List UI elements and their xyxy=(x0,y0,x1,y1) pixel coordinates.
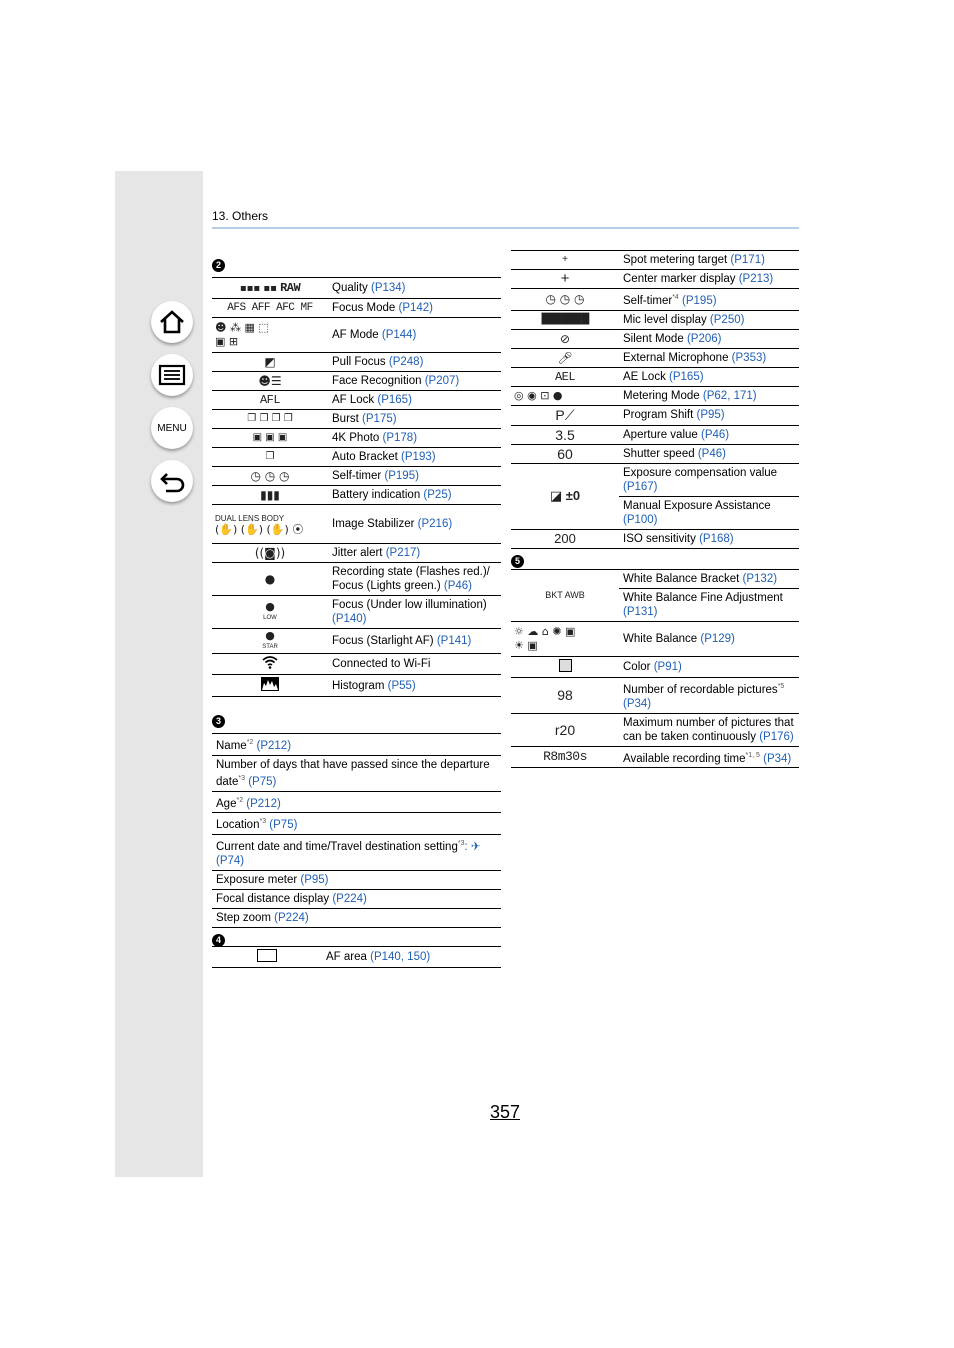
page-link[interactable]: (P248) xyxy=(388,356,424,368)
page-link[interactable]: (P132) xyxy=(742,572,778,585)
table-row: 🎤︎ External Microphone (P353) xyxy=(511,348,799,367)
focus-mode-icon: AFS AFF AFC MF xyxy=(212,299,328,318)
section-number: 5 xyxy=(511,555,524,568)
page-link[interactable]: (P353) xyxy=(731,351,767,364)
page-link[interactable]: (P100) xyxy=(623,513,658,526)
spot-metering-target-icon: + xyxy=(511,251,619,270)
table-row: ☻ ⁂ ▦ ⬚ ▣ ⊞ AF Mode (P144) xyxy=(212,318,501,353)
contents-button[interactable] xyxy=(151,354,193,396)
page-link[interactable]: (P165) xyxy=(377,394,412,406)
table-row: White Balance Fine Adjustment (P131) xyxy=(511,588,799,621)
page-link[interactable]: (P250) xyxy=(709,313,745,326)
table-row: DUAL LENS BODY (✋) (✋) (✋) ⦿ Image Stabilizer (P216) xyxy=(212,505,501,544)
page-link[interactable]: (P131) xyxy=(623,605,658,618)
table-row: Manual Exposure Assistance (P100) xyxy=(511,496,799,529)
table-row: ▪▪▪ ▪▪ RAW Quality (P134) xyxy=(212,278,501,299)
page-link[interactable]: (P167) xyxy=(623,480,658,493)
table-row: 98 Number of recordable pictures$^{*5}$ (P34) xyxy=(511,677,799,713)
table-row: 3.5 Aperture value (P46) xyxy=(511,425,799,444)
section-5-heading xyxy=(511,549,799,569)
section-number: 2 xyxy=(212,259,225,272)
recording-dot-icon: ● xyxy=(212,563,328,596)
af-mode-icon: ☻ ⁂ ▦ ⬚ ▣ ⊞ xyxy=(212,318,328,353)
page-link[interactable]: (P142) xyxy=(398,302,434,314)
page-link[interactable]: (P217) xyxy=(385,547,421,559)
exposure-compensation-icon: ◪ ±0 xyxy=(511,463,619,529)
mic-level-icon: ▕▉▉▉▉▉▉▉▏ xyxy=(511,310,619,329)
table-row: ◷ ◷ ◷ Self-timer (P195) xyxy=(212,467,501,486)
back-button[interactable] xyxy=(151,460,193,502)
focus-low-icon: ● LOW xyxy=(212,596,328,629)
page-link[interactable]: (P95) xyxy=(300,874,329,887)
self-timer-icon: ◷ ◷ ◷ xyxy=(511,289,619,311)
page-link[interactable]: (P75) xyxy=(245,775,277,788)
table-row: AFL AF Lock (P165) xyxy=(212,391,501,410)
image-stabilizer-icon: DUAL LENS BODY (✋) (✋) (✋) ⦿ xyxy=(212,505,328,544)
section-2-table xyxy=(212,277,501,697)
page-link[interactable]: (P75) xyxy=(266,819,298,832)
header-rule xyxy=(212,227,799,229)
pull-focus-icon: ◩ xyxy=(212,353,328,372)
page-link[interactable]: (P213) xyxy=(738,273,774,285)
table-row: ⊘ Silent Mode (P206) xyxy=(511,329,799,348)
table-row: Color (P91) xyxy=(511,656,799,677)
page-link[interactable]: : ✈ (P74) xyxy=(216,841,481,868)
page-link[interactable]: (P206) xyxy=(686,332,722,345)
table-row: ❐ Auto Bracket (P193) xyxy=(212,448,501,467)
section-3-heading xyxy=(212,705,501,733)
table-row: Connected to Wi-Fi xyxy=(212,654,501,675)
table-row: AF area (P140, 150) xyxy=(212,947,501,968)
page-link[interactable]: (P34) xyxy=(759,752,792,765)
section-4-table xyxy=(212,946,501,968)
page-number: 357 xyxy=(490,1102,521,1122)
page-link[interactable]: (P95) xyxy=(696,409,725,422)
page-link[interactable]: (P175) xyxy=(362,413,397,425)
right-table-a xyxy=(511,250,799,549)
program-shift-icon: P⟋ xyxy=(511,405,619,425)
table-row: R8m30s Available recording time$^{*1, 5}$ (P34) xyxy=(511,746,799,768)
page-link[interactable]: (P55) xyxy=(387,679,416,692)
side-nav xyxy=(115,171,203,1177)
page-link[interactable]: (P46) xyxy=(697,447,726,460)
table-row: P⟋ Program Shift (P95) xyxy=(511,405,799,425)
face-recognition-icon: ☻☰ xyxy=(212,372,328,391)
page-link[interactable]: (P176) xyxy=(759,730,794,743)
section-number: 4 xyxy=(212,934,225,947)
menu-button[interactable] xyxy=(151,407,193,449)
table-row: ▣ ▣ ▣ 4K Photo (P178) xyxy=(212,429,501,448)
page-link[interactable]: (P62, 171) xyxy=(702,389,757,402)
table-row: Current date and time/Travel destination setting$^{*3}$: ✈ (P74) xyxy=(212,835,501,871)
silent-mode-icon: ⊘ xyxy=(511,329,619,348)
right-column xyxy=(511,250,799,768)
page-link[interactable]: (P140, 150) xyxy=(370,951,431,964)
table-row: ❐ ❐ ❐ ❐ Burst (P175) xyxy=(212,410,501,429)
page-link[interactable]: (P46) xyxy=(443,580,472,592)
jitter-alert-icon: ((◙)) xyxy=(212,544,328,563)
center-marker-icon: + xyxy=(511,270,619,289)
table-row: 200 ISO sensitivity (P168) xyxy=(511,529,799,548)
ae-lock-icon: AEL xyxy=(511,367,619,386)
page-link[interactable]: (P129) xyxy=(700,632,735,645)
burst-icon: ❐ ❐ ❐ ❐ xyxy=(212,410,328,429)
color-icon xyxy=(511,656,619,677)
focus-star-icon: ● STAR xyxy=(212,629,328,654)
table-row: ☻☰ Face Recognition (P207) xyxy=(212,372,501,391)
page-link[interactable]: (P25) xyxy=(423,489,452,501)
table-row: ◩ Pull Focus (P248) xyxy=(212,353,501,372)
page-link[interactable]: (P195) xyxy=(678,294,717,307)
table-row: Name$^{*2}$ (P212) xyxy=(212,734,501,756)
wifi-icon xyxy=(212,654,328,675)
continuous-pictures-value: r20 xyxy=(511,713,619,746)
quality-icon: ▪▪▪ ▪▪ RAW xyxy=(212,278,328,299)
shutter-speed-value: 60 xyxy=(511,444,619,463)
page-link[interactable]: (P195) xyxy=(384,470,419,482)
table-row: ▮▮▮ Battery indication (P25) xyxy=(212,486,501,505)
list-icon xyxy=(157,360,187,390)
external-microphone-icon: 🎤︎ xyxy=(511,348,619,367)
recordable-pictures-value: 98 xyxy=(511,677,619,713)
table-row: Age$^{*2}$ (P212) xyxy=(212,791,501,813)
table-row: Location$^{*3}$ (P75) xyxy=(212,813,501,835)
chapter-header: 13. Others xyxy=(212,209,269,223)
page-link[interactable]: (P140) xyxy=(332,613,367,625)
right-table-b xyxy=(511,569,799,769)
table-row: AFS AFF AFC MF Focus Mode (P142) xyxy=(212,299,501,318)
white-balance-icon: ☼ ☁ ⌂ ✺ ▣ ☀ ▣ xyxy=(511,621,619,656)
table-row: ◪ ±0 Exposure compensation value (P167) xyxy=(511,463,799,496)
section-2-heading xyxy=(212,253,501,277)
aperture-value: 3.5 xyxy=(511,425,619,444)
left-column xyxy=(212,253,501,968)
af-lock-icon: AFL xyxy=(212,391,328,410)
table-row: ◷ ◷ ◷ Self-timer$^{*4}$ (P195) xyxy=(511,289,799,311)
table-row: ◎ ◉ ⊡ ● Metering Mode (P62, 171) xyxy=(511,386,799,405)
table-row: + Spot metering target (P171) xyxy=(511,251,799,270)
table-row: Number of days that have passed since the departure date$^{*3}$ (P75) xyxy=(212,755,501,791)
table-row: AEL AE Lock (P165) xyxy=(511,367,799,386)
table-row: Exposure meter (P95) xyxy=(212,871,501,890)
table-row: r20 Maximum number of pictures that can be taken continuously (P176) xyxy=(511,713,799,746)
page-link[interactable]: (P134) xyxy=(371,282,406,294)
table-row: ▕▉▉▉▉▉▉▉▏ Mic level display (P250) xyxy=(511,310,799,329)
table-row: ● STAR Focus (Starlight AF) (P141) xyxy=(212,629,501,654)
home-button[interactable] xyxy=(151,301,193,343)
menu-label: MENU xyxy=(157,422,187,434)
page-link[interactable]: (P91) xyxy=(653,660,682,673)
back-arrow-icon xyxy=(157,466,187,496)
iso-value: 200 xyxy=(511,529,619,548)
table-row: ● LOW Focus (Under low illumination) (P140) xyxy=(212,596,501,629)
4k-photo-icon: ▣ ▣ ▣ xyxy=(212,429,328,448)
wb-bracket-icon: BKT AWB xyxy=(511,569,619,621)
page-link[interactable]: (P224) xyxy=(332,893,367,906)
page-link[interactable]: (P171) xyxy=(730,254,765,266)
page-link[interactable]: (P193) xyxy=(401,451,436,463)
page-link[interactable]: (P207) xyxy=(424,375,460,387)
page-link[interactable]: (P165) xyxy=(669,370,704,383)
self-timer-icon: ◷ ◷ ◷ xyxy=(212,467,328,486)
section-3-table xyxy=(212,733,501,928)
section-4-heading xyxy=(212,928,501,946)
page-link[interactable]: (P178) xyxy=(382,432,418,444)
table-row: ☼ ☁ ⌂ ✺ ▣ ☀ ▣ White Balance (P129) xyxy=(511,621,799,656)
table-row: + Center marker display (P213) xyxy=(511,270,799,289)
table-row: ● Recording state (Flashes red.)/ Focus (Lights green.) (P46) xyxy=(212,563,501,596)
page-link[interactable]: (P212) xyxy=(243,797,281,810)
table-row: BKT AWB White Balance Bracket (P132) xyxy=(511,569,799,588)
page-link[interactable]: (P212) xyxy=(253,739,292,752)
battery-icon: ▮▮▮ xyxy=(212,486,328,505)
af-area-icon xyxy=(212,947,322,968)
recording-time-value: R8m30s xyxy=(511,746,619,768)
page-link[interactable]: (P46) xyxy=(701,428,730,441)
home-icon xyxy=(157,307,187,337)
table-row: Step zoom (P224) xyxy=(212,909,501,928)
page-link[interactable]: (P216) xyxy=(417,518,453,530)
page-link[interactable]: (P144) xyxy=(381,329,417,341)
section-number: 3 xyxy=(212,715,225,728)
page-link[interactable]: (P168) xyxy=(699,532,734,545)
table-row: ((◙)) Jitter alert (P217) xyxy=(212,544,501,563)
page-link[interactable]: (P141) xyxy=(436,635,472,647)
auto-bracket-icon: ❐ xyxy=(212,448,328,467)
page-link[interactable]: (P34) xyxy=(623,697,652,710)
histogram-icon xyxy=(212,675,328,697)
table-row: Focal distance display (P224) xyxy=(212,890,501,909)
page-link[interactable]: (P224) xyxy=(274,912,309,925)
table-row: Histogram (P55) xyxy=(212,675,501,697)
metering-mode-icon: ◎ ◉ ⊡ ● xyxy=(511,386,619,405)
table-row: 60 Shutter speed (P46) xyxy=(511,444,799,463)
